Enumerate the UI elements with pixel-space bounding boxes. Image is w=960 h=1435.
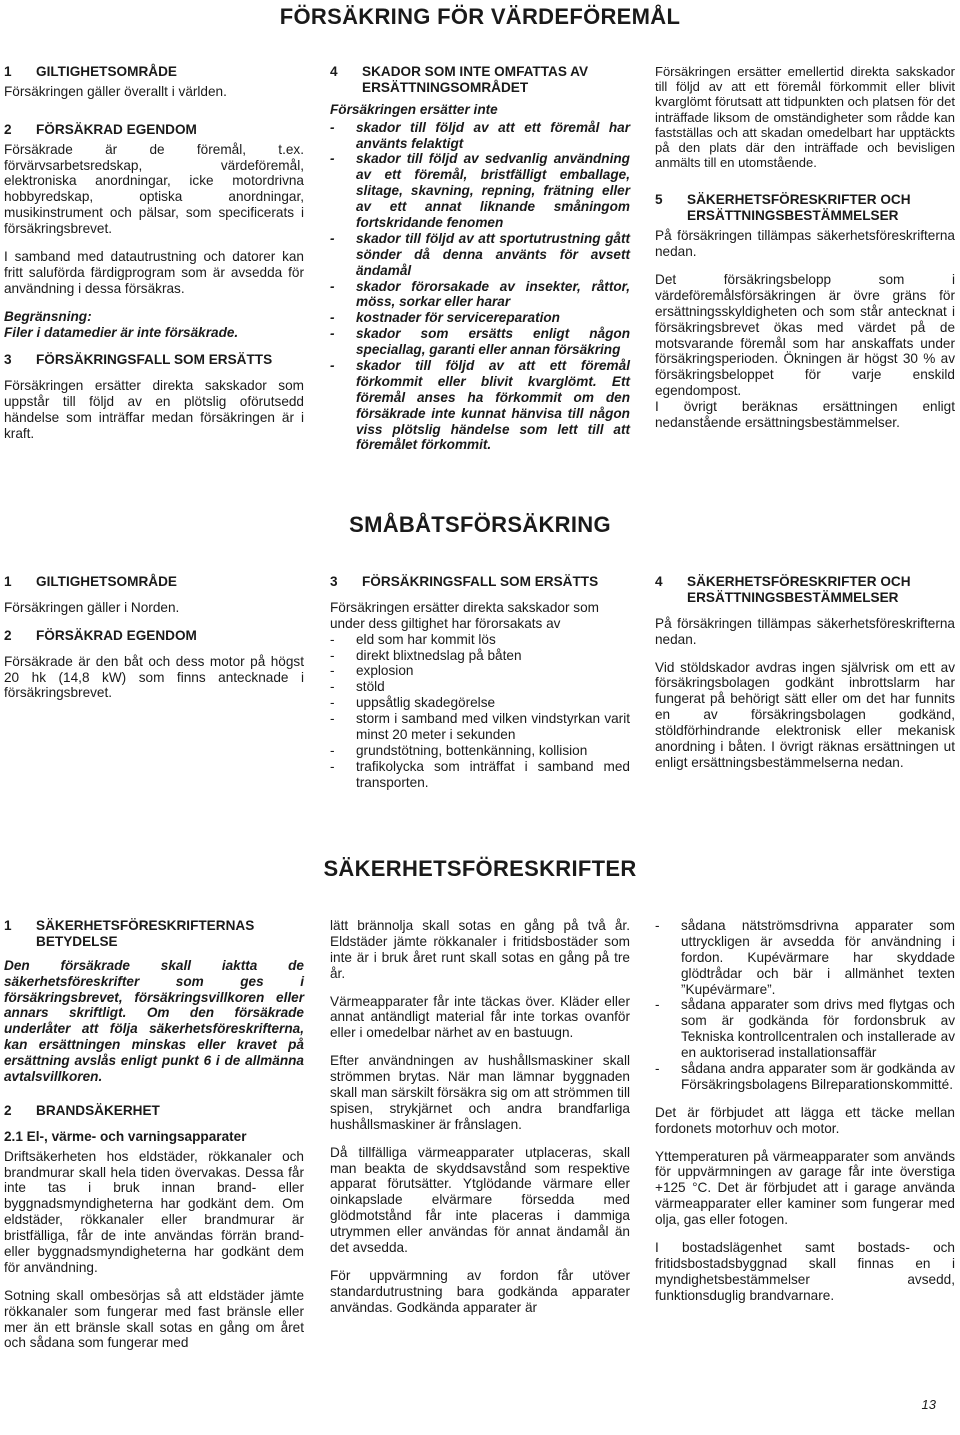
dash-bullet: - [330,695,335,711]
list-item [330,663,630,679]
dash-bullet: - [330,631,335,647]
list-item [330,648,630,664]
paragraph: Yttemperaturen på värmeapparater som används för uppvärmningen av garage får inte överstiga +125 °C. Det är förbjudet att i garage använda värmeapparater eller kaminer som fungerar med olja, gas eller fotogen. [655,1148,955,1228]
paragraph: Försäkrade är de föremål, t.ex. förvärvsarbetsredskap, värdeföremål, elektroniska anordningar, icke motordrivna hobbyredskap, optiska anordningar, musikinstrument och pälsar, som specificerats i försäkringsbrevet. [4,141,304,237]
paragraph: Vid stöldskador avdras ingen självrisk om ett av försäkringsbolagen godkänt inbrottslarm har fungerat på behörigt sätt eller om det har funnits en av försäkringsbolagen godkänd, stöldförhindrande elektronisk eller mekanisk anordning i båten. I övrigt räknas ersättningen ut enligt ersättningsbestämmelserna nedan. [655,659,955,770]
dash-bullet: - [330,758,335,774]
section3-column-3 [655,918,955,1316]
heading-forsakrad-egendom: 2 FÖRSÄKRAD EGENDOM [4,627,197,643]
list-item [655,997,955,1061]
dash-bullet: - [330,230,335,246]
paragraph: I samband med datautrustning och datorer kan fritt salufördа färdigprogram som är avsedda för användning i dessa försäkras. [4,249,304,296]
paragraph: Det är förbjudet att lägga ett täcke mellan fordonets motorhuv och motor. [655,1104,955,1136]
section2-column-1 [4,574,304,713]
list-item-text: kostnader för servicereparation [356,310,560,326]
dash-bullet: - [330,679,335,695]
heading-forsakringsfall: 3 FÖRSÄKRINGSFALL SOM ERSÄTTS [330,574,599,589]
page-number: 13 [921,1397,936,1412]
list-item-text: trafikolycka som inträffat i samband med transporten. [356,758,630,790]
list-item-text: uppsåtlig skadegörelse [356,695,496,711]
list-item [330,120,630,152]
list-item [330,695,630,711]
heading-sakerhetsforeskrifter: 5 SÄKERHETSFÖRESKRIFTER OCH ERSÄTTNINGSBESTÄMMELSER [655,192,911,224]
dash-bullet: - [330,326,335,342]
dash-bullet: - [330,358,335,374]
paragraph: Försäkringen gäller överallt i världen. [4,83,227,99]
list-item-text: skador som ersätts enligt någon speciallag, garanti eller annan försäkring [356,326,630,358]
limitation-heading: Begränsning: [4,308,92,324]
list-item-text: stöld [356,679,385,695]
paragraph: Det försäkringsbelopp som i värdeföremålsförsäkringen är övre gräns för ersättningsskyldigheten och som står antecknat i försäkringsbrevet ökas med värdet på de motsvarande föremål som har anskaffats under försäkringsperioden. Ökningen är högst 30 % av försäkringsbeloppet för varje enskild egendompost. [655,271,955,399]
dash-bullet: - [330,742,335,758]
list-item-text: skador till följd av att ett föremål har använts felaktigt [356,119,630,151]
list-item-text: skador förorsakade av insekter, råttor, möss, sorkar eller harar [356,278,630,310]
list-item [330,679,630,695]
paragraph: På försäkringen tillämpas säkerhetsföreskrifterna nedan. [655,615,955,647]
paragraph: I bostadslägenhet samt bostads- och fritidsbostadsbyggnad skall finnas en i myndighetsbestämmelser avsedd, funktionsduglig brandvarnare. [655,1240,955,1303]
list-item [330,279,630,311]
dash-bullet: - [330,711,335,727]
list-item-text: storm i samband med vilken vindstyrkan varit minst 20 meter i sekunden [356,711,630,743]
list-item-text: sådana andra apparater som är godkända av Försäkringsbolagens Bilreparationskommitté. [681,1061,955,1092]
list-item-text: skador till följd av sedvanlig användning av ett föremål, bristfälligt emballage, slitage, skavning, repning, frätning eller av ett annat liknande småningom fortskridande fenomen [356,151,630,231]
limitation-text: Filer i datamedier är inte försäkrade. [4,324,239,340]
paragraph: På försäkringen tillämpas säkerhetsföreskrifterna nedan. [655,228,955,260]
heading-giltighetsomrade: 1 GILTIGHETSOMRÅDE [4,64,177,79]
dash-bullet: - [330,119,335,135]
list-item [655,1061,955,1093]
list-item [330,231,630,279]
paragraph: Försäkringen ersätter direkta sakskador som uppstår till följd av en plötslig oförutsedd händelse som inträffar medan försäkringen är i kraft. [4,378,304,442]
list-item-text: direkt blixtnedslag på båten [356,647,522,663]
paragraph: Då tillfälliga värmeapparater utplaceras, skall man beakta de skyddsavstånd som respektive apparat förutsätter. Ytglödande värmare eller oinkapslade elvärmare försedda med glödmotstånd får inte placeras i dammiga utrymmen eller användas för annat ändamål än det avsedda. [330,1144,630,1256]
exclusion-list [330,120,630,454]
list-item-text: grundstötning, bottenkänning, kollision [356,742,588,758]
exclusion-intro: Försäkringen ersätter inte [330,101,498,117]
paragraph: För uppvärmning av fordon får utöver standardutrustning bara godkända apparater användas. Godkända apparater är [330,1267,630,1315]
dash-bullet: - [330,647,335,663]
dash-bullet: - [330,663,335,679]
heading-skador-som-inte-omfattas: 4 SKADOR SOM INTE OMFATTAS AV ERSÄTTNINGSOMRÅDET [330,64,589,95]
section1-column-2 [330,64,630,465]
list-item-text: sådana nätströmsdrivna apparater som uttryckligen är avsedda för användning i fordon. Kupévärmare har skyddade glödtrådar och bär i allmänhet texten ”Kupévärmare”. [681,918,955,997]
paragraph: Driftsäkerheten hos eldstäder, rökkanaler och brandmurar skall hela tiden övervakas. Dessa får inte tas i bruk innan brand- eller byggnadsmyndigheterna har godkänt dem. Om eldstäder, rökkanaler eller brandmurar är bristfälliga, får de inte användas förrän brand- eller byggnadsmyndigheterna har godkänt dem för användning. [4,1148,304,1275]
paragraph: Värmeapparater får inte täckas över. Kläder eller annat antändligt material får inte torkas ovanför eller i omedelbar närhet av en bastuugn. [330,993,630,1041]
list-item [655,918,955,997]
list-item [330,326,630,358]
list-item [330,759,630,791]
list-item-text: eld som har kommit lös [356,631,496,647]
paragraph: I övrigt beräknas ersättningen enligt nedanstående ersättningsbestämmelser. [655,399,955,430]
heading-brandsakerhet: 2 BRANDSÄKERHET [4,1102,160,1118]
section1-column-3 [655,64,955,443]
list-item [330,632,630,648]
section1-column-1 [4,64,304,454]
dash-bullet: - [330,278,335,294]
paragraph: lätt brännolja skall sotas en gång på två år. Eldstäder jämte rökkanaler i fritidsbostäder som inte är i bruk året runt skall sotas en gång på tre år. [330,918,630,981]
paragraph: Försäkrade är den båt och dess motor på högst 20 hk (14,8 kW) som finns antecknade i försäkringsbrevet. [4,653,304,701]
section3-column-2 [330,918,630,1328]
heading-betydelse: 1 SÄKERHETSFÖRESKRIFTERNAS BETYDELSE [4,918,255,949]
list-item-text: sådana apparater som drivs med flytgas och som är godkända för fordonsbruk av Tekniska kontrollcentralen och installerade av en auktoriserad installationsaffär [681,997,955,1061]
heading-forsakrad-egendom: 2 FÖRSÄKRAD EGENDOM [4,121,197,137]
section2-column-2 [330,574,630,803]
list-item [330,310,630,326]
paragraph: Efter användningen av hushållsmaskiner skall strömmen brytas. När man lämnar byggnaden skall man särskilt försäkra sig om att strömmen till spisen, strykjärnet och andra brandfarliga hushållsmaskiner är frånslagen. [330,1053,630,1132]
section-title-sakerhetsforeskrifter: SÄKERHETSFÖRESKRIFTER [323,856,637,881]
list-item [330,358,630,453]
paragraph: Sotning skall ombesörjas så att eldstäder jämte rökkanaler som fungerar med fast bränsle eller mer än ett bränsle skall sotas en gång om året och sådana som fungerar med [4,1287,304,1351]
paragraph: Den försäkrade skall iaktta de säkerhetsföreskrifter som ges i försäkringsbrevet, försäkringsvillkoren eller annars skriftligt. Om den försäkrade underlåter att följa säkerhetsföreskrifterna, kan ersättningen minskas eller kravet på ersättning avslås enligt punkt 6 i de allmänna avtalsvillkoren. [4,957,304,1085]
dash-bullet: - [330,310,335,326]
heading-giltighetsomrade: 1 GILTIGHETSOMRÅDE [4,574,177,589]
paragraph: Försäkringen ersätter emellertid direkta sakskador till följd av att ett föremål förkommit eller blivit kvarglömt förutsatt att tidpunkten och platsen för det inträffade liksom de omständigheter som rådde kan fastställas och att skadan omedelbart har upptäckts på den plats där den inträffade och bevisligen anmälts till en utomstående. [655,64,955,171]
dash-bullet: - [655,1061,660,1077]
section-title-vardeforemal: FÖRSÄKRING FÖR VÄRDEFÖREMÅL [279,4,681,29]
heading-sakerhetsforeskrifter: 4 SÄKERHETSFÖRESKRIFTER OCH ERSÄTTNINGSBESTÄMMELSER [655,574,911,605]
coverage-list [330,632,630,791]
coverage-intro: Försäkringen ersätter direkta sakskador som under dess giltighet har förorsakats av [330,599,599,631]
section2-column-3 [655,574,955,783]
list-item [330,151,630,230]
dash-bullet: - [330,151,335,167]
list-item-text: skador till följd av att ett föremål förkommit eller blivit kvarglömt. Ett föremål anses ha förkommit om den försäkrade inte kunnat hänvisa till någon viss plötslig händelse som lett till att föremålet förkommit. [356,358,630,453]
dash-bullet: - [655,997,660,1013]
section-title-smabatsforsakring: SMÅBÅTSFÖRSÄKRING [349,512,611,537]
approved-devices-list [655,918,955,1093]
list-item-text: skador till följd av att sportutrustning gått sönder då denna använts för avsett ändamål [356,230,630,278]
paragraph: Försäkringen gäller i Norden. [4,599,180,615]
section3-column-1 [4,918,304,1363]
subheading-el-varme: 2.1 El-, värme- och varningsapparater [4,1128,247,1144]
heading-forsakringsfall: 3 FÖRSÄKRINGSFALL SOM ERSÄTTS [4,352,273,368]
list-item-text: explosion [356,663,414,679]
list-item [330,711,630,743]
list-item [330,743,630,759]
dash-bullet: - [655,918,660,933]
